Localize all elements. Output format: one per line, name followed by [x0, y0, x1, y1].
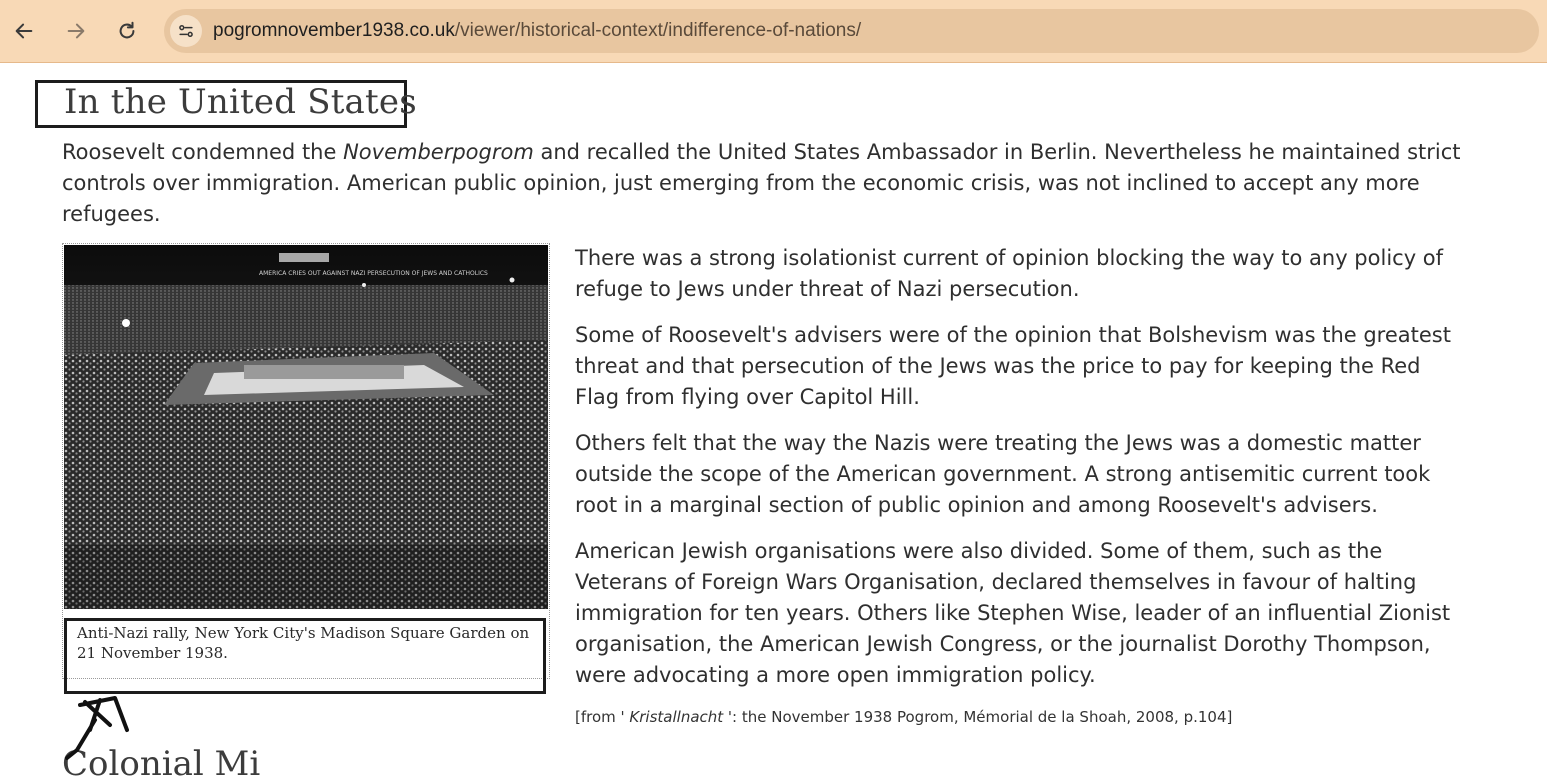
paragraph: American Jewish organisations were also divided. Some of them, such as the Veterans of Foreign Wars Organisation, declared themselves in favour of halting immigration for ten years. Others like Stephen Wise, leader of an influential Zionist organisation, the American Jewish Congress, or the journalist Dorothy Thompson, were advocating a more open immigration policy. — [575, 539, 1451, 687]
photo-figure — [62, 243, 550, 679]
back-arrow-icon — [13, 20, 35, 42]
intro-text-start: Roosevelt condemned the — [62, 140, 344, 164]
source-text-start: [from ' — [575, 708, 630, 726]
site-info-button[interactable] — [170, 15, 202, 47]
url-path: /viewer/historical-context/indifference-of-nations/ — [454, 20, 862, 41]
site-info-icon — [176, 21, 196, 41]
forward-arrow-icon — [65, 20, 87, 42]
next-section-title: Colonial Mi — [62, 744, 261, 784]
browser-toolbar — [0, 0, 1547, 63]
forward-button[interactable] — [61, 16, 91, 46]
article-body — [575, 243, 1455, 706]
reload-icon — [116, 20, 138, 42]
rally-photo — [64, 245, 548, 609]
url-domain: pogromnovember1938.co.uk — [213, 20, 455, 41]
source-citation — [575, 708, 1232, 726]
address-bar[interactable] — [164, 9, 1539, 53]
source-title: Kristallnacht — [629, 708, 724, 726]
paragraph: Others felt that the way the Nazis were treating the Jews was a domestic matter outside the scope of the American government. A strong antisemitic current took root in a marginal section of public opinion and among Roosevelt's advisers. — [575, 431, 1431, 517]
source-text-end: ': the November 1938 Pogrom, Mémorial de la Shoah, 2008, p.104] — [723, 708, 1233, 726]
section-title: In the United States — [64, 82, 417, 122]
intro-text-end: and recalled the United States Ambassador in Berlin. Nevertheless he maintained strict controls over immigration. American public opinion, just emerging from the economic crisis, was not inclined to accept any more refugees. — [62, 140, 1461, 226]
photo-caption: Anti-Nazi rally, New York City's Madison Square Garden on 21 November 1938. — [77, 624, 530, 662]
back-button[interactable] — [9, 16, 39, 46]
caption-box — [64, 618, 546, 694]
reload-button[interactable] — [112, 16, 142, 46]
intro-paragraph — [62, 137, 1482, 230]
url-text[interactable] — [213, 20, 861, 42]
section-title-box — [35, 80, 417, 128]
paragraph: There was a strong isolationist current of opinion blocking the way to any policy of refuge to Jews under threat of Nazi persecution. — [575, 246, 1444, 301]
paragraph: Some of Roosevelt's advisers were of the opinion that Bolshevism was the greatest threat and that persecution of the Jews was the price to pay for keeping the Red Flag from flying over Capitol Hill. — [575, 323, 1451, 409]
intro-emphasis: Novemberpogrom — [343, 140, 534, 164]
photo-banner-text: AMERICA CRIES OUT AGAINST NAZI PERSECUTION OF JEWS AND CATHOLICS — [259, 270, 488, 277]
pen-scribble-annotation — [55, 690, 135, 760]
